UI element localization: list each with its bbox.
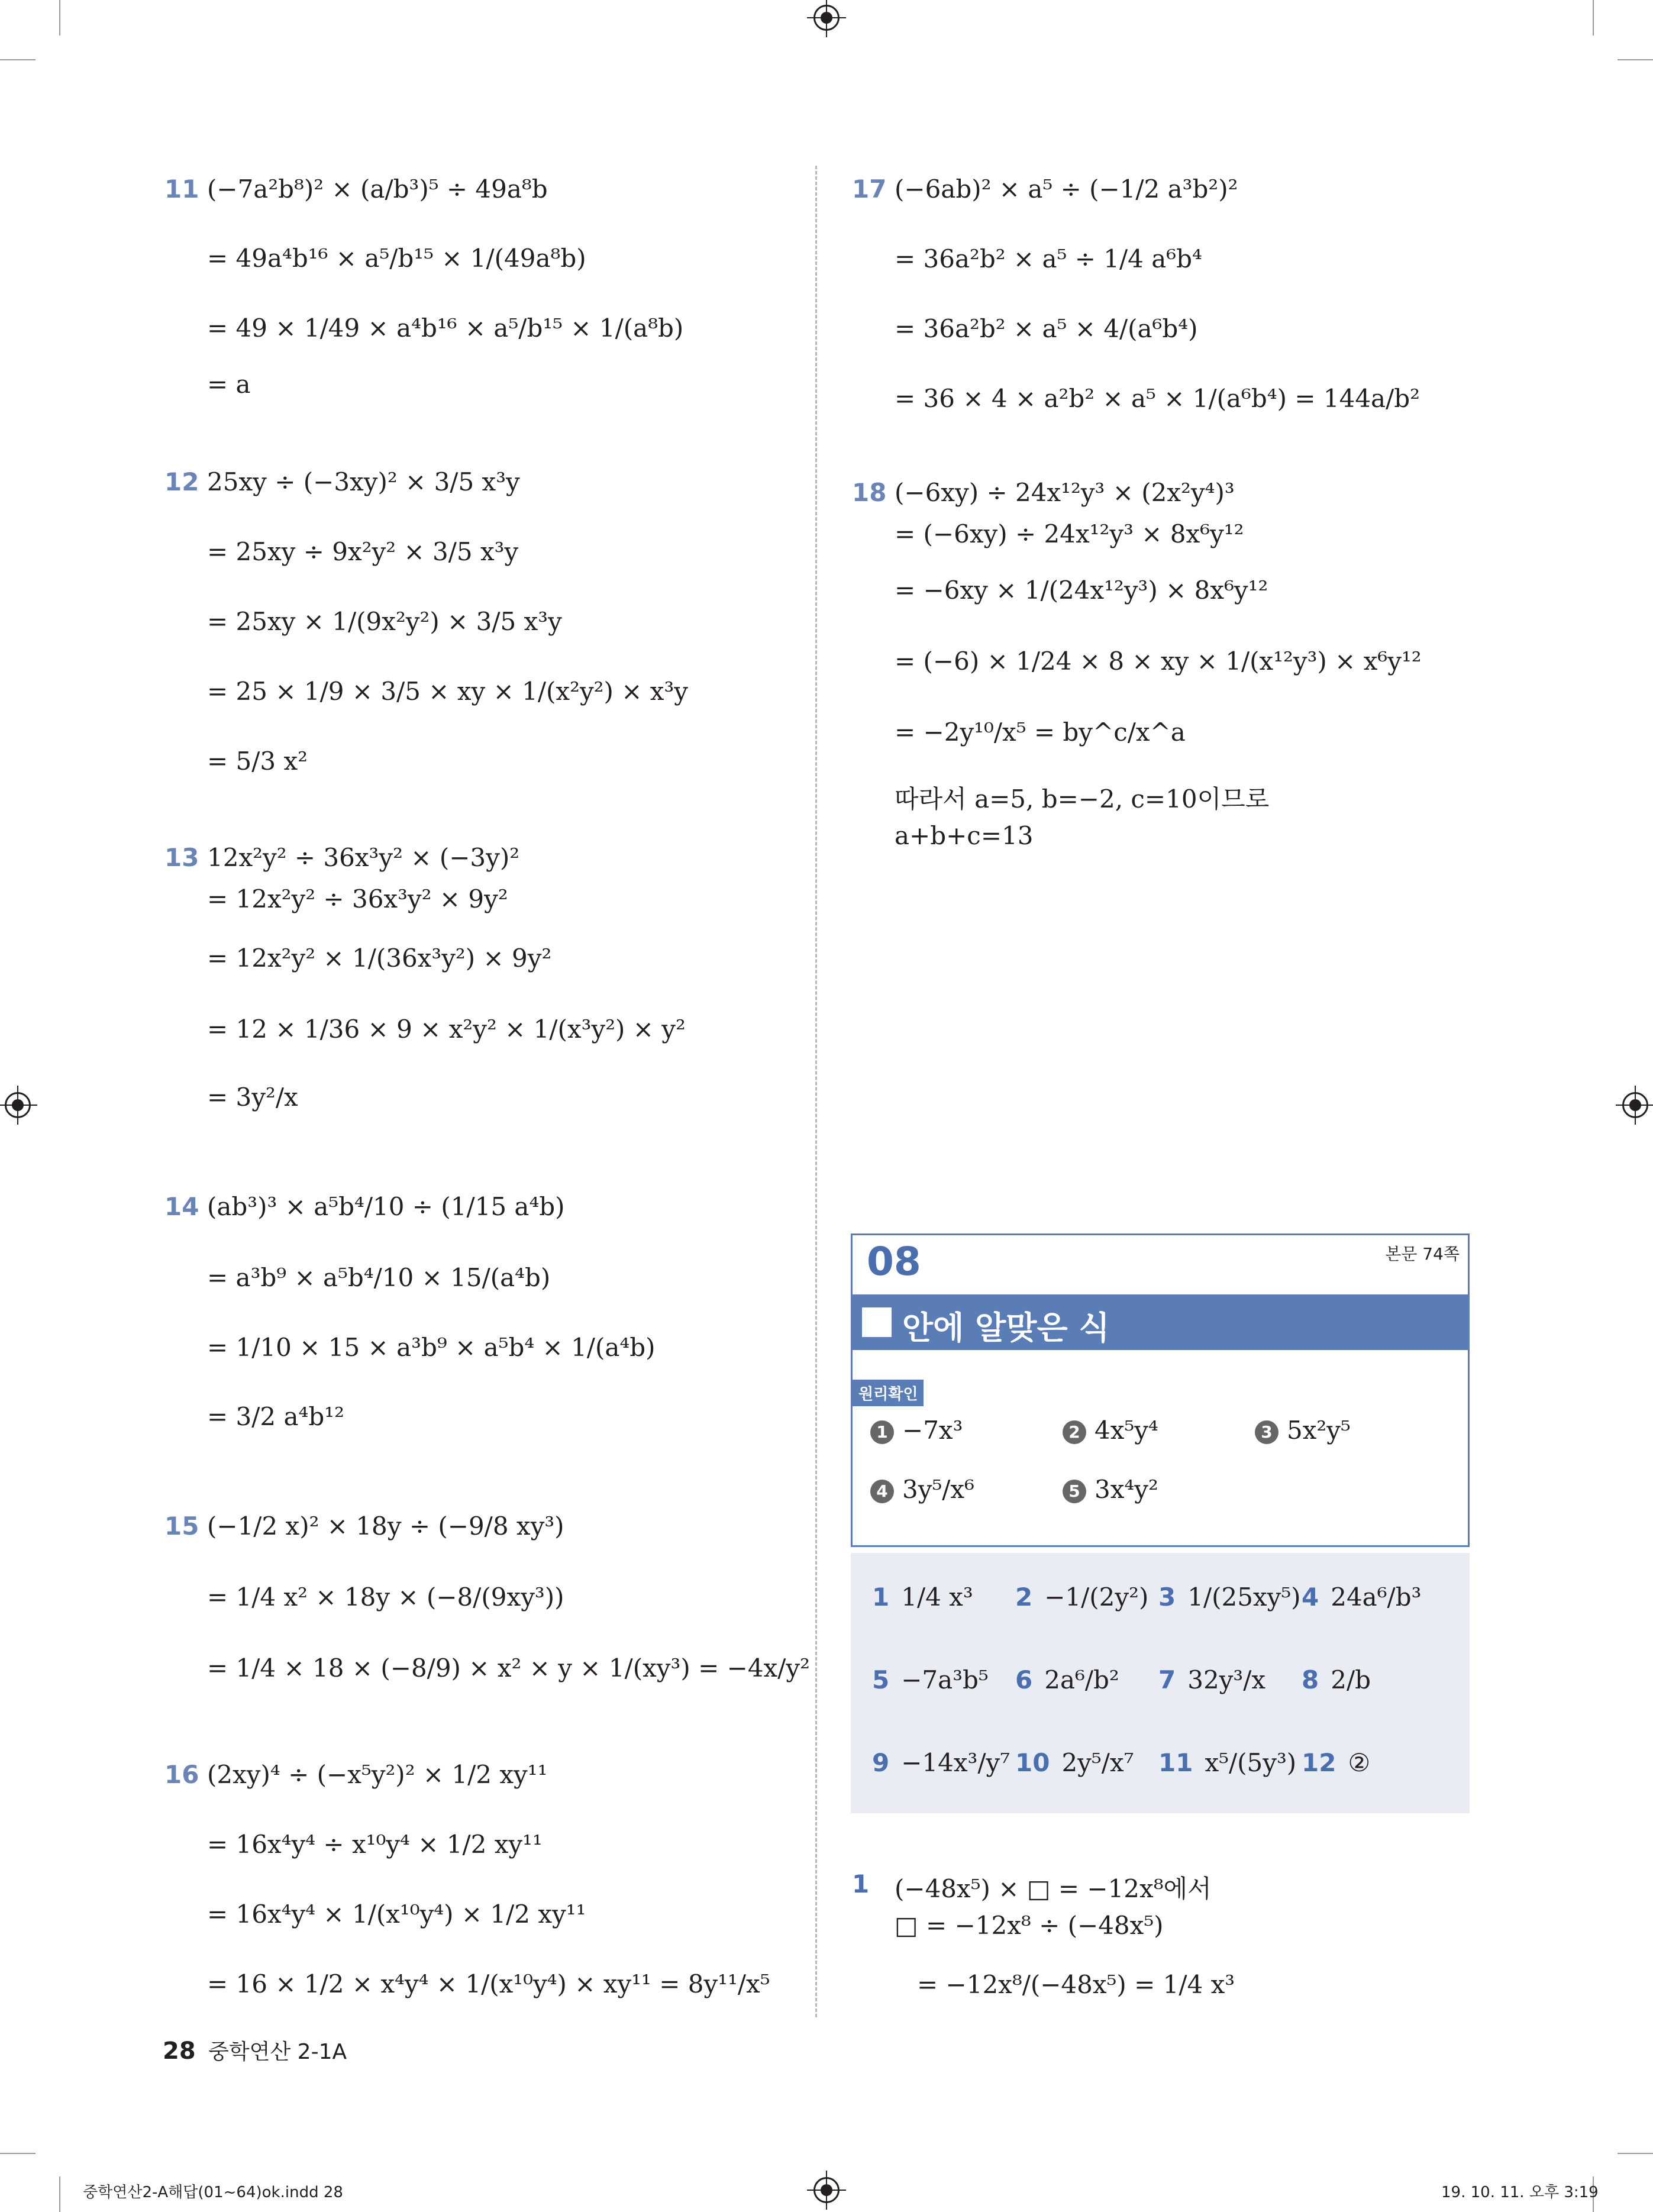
answer-item — [1158, 1583, 1301, 1612]
answer-number: 1 — [872, 1583, 890, 1612]
answer-expr: 2/b — [1331, 1665, 1371, 1694]
principle-item — [870, 1475, 974, 1504]
answer-item — [872, 1748, 1010, 1777]
equation-line: = −2y¹⁰/x⁵ = by^c/x^a — [895, 718, 1186, 747]
equation-line: = 16 × 1/2 × x⁴y⁴ × 1/(x¹⁰y⁴) × xy¹¹ = 8y¹¹/x⁵ — [207, 1969, 770, 1998]
equation-line: (ab³)³ × a⁵b⁴/10 ÷ (1/15 a⁴b) — [207, 1192, 565, 1221]
equation-line: = (−6) × 1/24 × 8 × xy × 1/(x¹²y³) × x⁶y¹² — [895, 647, 1422, 676]
equation-line: = 16x⁴y⁴ ÷ x¹⁰y⁴ × 1/2 xy¹¹ — [207, 1830, 543, 1859]
answer-expr: 24a⁶/b³ — [1331, 1583, 1422, 1612]
book-title: 중학연산 2-1A — [208, 2040, 347, 2064]
registration-mark-icon — [813, 2177, 840, 2203]
equation-line: (2xy)⁴ ÷ (−x⁵y²)² × 1/2 xy¹¹ — [207, 1760, 548, 1789]
answer-expr: 1/4 x³ — [901, 1583, 973, 1612]
equation-line: = −12x⁸/(−48x⁵) = 1/4 x³ — [917, 1970, 1235, 1999]
problem-number: 11 — [164, 175, 199, 204]
answer-item — [1158, 1665, 1265, 1694]
principle-expr: 3y⁵/x⁶ — [902, 1475, 974, 1504]
blank-box-icon — [862, 1307, 892, 1337]
page-reference: 본문 74쪽 — [1385, 1244, 1460, 1264]
problem-number: 15 — [164, 1512, 199, 1541]
principle-item — [1255, 1416, 1351, 1445]
page-footer — [163, 2035, 347, 2065]
answer-expr: 1/(25xy⁵) — [1187, 1583, 1301, 1612]
equation-line: = 36a²b² × a⁵ ÷ 1/4 a⁶b⁴ — [895, 244, 1202, 273]
circled-number-icon: 1 — [870, 1420, 894, 1444]
principle-item — [1063, 1416, 1158, 1445]
section-title: 안에 알맞은 식 — [902, 1309, 1110, 1346]
circled-number-icon: 3 — [1255, 1420, 1279, 1444]
equation-line: (−48x⁵) × □ = −12x⁸에서 — [895, 1874, 1212, 1903]
answer-number: 11 — [1158, 1748, 1193, 1777]
answer-expr: −14x³/y⁷ — [901, 1748, 1010, 1777]
crop-mark — [0, 59, 35, 60]
principle-expr: −7x³ — [902, 1416, 963, 1445]
principle-expr: 3x⁴y² — [1095, 1475, 1158, 1504]
answer-number: 5 — [872, 1665, 890, 1694]
registration-mark-icon — [5, 1092, 31, 1118]
equation-line: = 25 × 1/9 × 3/5 × xy × 1/(x²y²) × x³y — [207, 677, 689, 706]
answer-expr: 2y⁵/x⁷ — [1061, 1748, 1134, 1777]
problem-number: 16 — [164, 1760, 199, 1789]
crop-mark — [1593, 0, 1594, 35]
equation-line: = 25xy ÷ 9x²y² × 3/5 x³y — [207, 537, 519, 566]
crop-mark — [1618, 2153, 1653, 2154]
print-slug-left: 중학연산2-A해답(01~64)ok.indd 28 — [83, 2184, 343, 2201]
registration-mark-icon — [1622, 1092, 1648, 1118]
equation-line: 따라서 a=5, b=−2, c=10이므로 — [895, 784, 1270, 813]
registration-mark-icon — [813, 5, 840, 31]
answer-item — [1015, 1583, 1148, 1612]
section-08-box — [851, 1233, 1470, 1547]
page-number: 28 — [163, 2037, 196, 2065]
answer-item — [872, 1583, 973, 1612]
equation-line: = 1/4 x² × 18y × (−8/(9xy³)) — [207, 1583, 564, 1612]
equation-line: = 25xy × 1/(9x²y²) × 3/5 x³y — [207, 607, 562, 636]
answer-number: 9 — [872, 1748, 890, 1777]
print-slug-right: 19. 10. 11. 오후 3:19 — [1441, 2184, 1599, 2201]
answer-expr: 2a⁶/b² — [1044, 1665, 1119, 1694]
answer-item — [1302, 1748, 1370, 1777]
column-divider — [815, 166, 817, 2017]
equation-line: (−6xy) ÷ 24x¹²y³ × (2x²y⁴)³ — [895, 478, 1235, 507]
answer-number: 4 — [1302, 1583, 1319, 1612]
equation-line: 25xy ÷ (−3xy)² × 3/5 x³y — [207, 467, 520, 496]
answer-expr: −1/(2y²) — [1044, 1583, 1149, 1612]
section-title-band — [853, 1294, 1468, 1350]
crop-mark — [1618, 59, 1653, 60]
equation-line: = 49 × 1/49 × a⁴b¹⁶ × a⁵/b¹⁵ × 1/(a⁸b) — [207, 314, 684, 343]
equation-line: = 3/2 a⁴b¹² — [207, 1402, 344, 1431]
answer-expr: ② — [1348, 1748, 1371, 1777]
equation-line: = 49a⁴b¹⁶ × a⁵/b¹⁵ × 1/(49a⁸b) — [207, 244, 586, 273]
answer-expr: −7a³b⁵ — [901, 1665, 989, 1694]
principle-expr: 4x⁵y⁴ — [1095, 1416, 1158, 1445]
answer-number: 7 — [1158, 1665, 1176, 1694]
crop-mark — [0, 2153, 35, 2154]
equation-line: 12x²y² ÷ 36x³y² × (−3y)² — [207, 843, 520, 872]
equation-line: (−7a²b⁸)² × (a/b³)⁵ ÷ 49a⁸b — [207, 175, 548, 204]
answer-item — [872, 1665, 989, 1694]
equation-line: = 1/4 × 18 × (−8/9) × x² × y × 1/(xy³) = −4x/y² — [207, 1654, 810, 1683]
equation-line: = (−6xy) ÷ 24x¹²y³ × 8x⁶y¹² — [895, 519, 1244, 548]
crop-mark — [59, 2177, 60, 2212]
answer-item — [1302, 1665, 1371, 1694]
equation-line: = 12x²y² × 1/(36x³y²) × 9y² — [207, 944, 552, 973]
answer-number: 6 — [1015, 1665, 1033, 1694]
problem-number: 14 — [164, 1192, 199, 1221]
answer-number: 3 — [1158, 1583, 1176, 1612]
answer-number: 10 — [1015, 1748, 1050, 1777]
equation-line: = 12 × 1/36 × 9 × x²y² × 1/(x³y²) × y² — [207, 1015, 686, 1044]
equation-line: = 12x²y² ÷ 36x³y² × 9y² — [207, 884, 508, 913]
problem-number: 13 — [164, 843, 199, 872]
equation-line: = 36 × 4 × a²b² × a⁵ × 1/(a⁶b⁴) = 144a/b² — [895, 384, 1420, 413]
problem-number: 18 — [852, 478, 887, 507]
circled-number-icon: 4 — [870, 1480, 894, 1503]
answer-expr: x⁵/(5y³) — [1205, 1748, 1297, 1777]
principle-item — [1063, 1475, 1158, 1504]
answer-expr: 32y³/x — [1187, 1665, 1266, 1694]
equation-line: = 3y²/x — [207, 1083, 298, 1112]
equation-line: = 5/3 x² — [207, 747, 308, 776]
answer-item — [1158, 1748, 1296, 1777]
answer-number: 8 — [1302, 1665, 1319, 1694]
equation-line: = a — [207, 370, 251, 399]
answer-item — [1015, 1665, 1119, 1694]
equation-line: (−6ab)² × a⁵ ÷ (−1/2 a³b²)² — [895, 175, 1238, 204]
crop-mark — [59, 0, 60, 35]
equation-line: = −6xy × 1/(24x¹²y³) × 8x⁶y¹² — [895, 576, 1268, 605]
equation-line: = a³b⁹ × a⁵b⁴/10 × 15/(a⁴b) — [207, 1263, 551, 1292]
answer-item — [1015, 1748, 1134, 1777]
principle-tag: 원리확인 — [853, 1380, 924, 1406]
answer-grid — [851, 1553, 1470, 1813]
circled-number-icon: 2 — [1063, 1420, 1086, 1444]
problem-number: 17 — [852, 175, 887, 204]
principle-expr: 5x²y⁵ — [1287, 1416, 1351, 1445]
equation-line: = 1/10 × 15 × a³b⁹ × a⁵b⁴ × 1/(a⁴b) — [207, 1333, 656, 1362]
equation-line: = 36a²b² × a⁵ × 4/(a⁶b⁴) — [895, 314, 1198, 343]
section-number: 08 — [867, 1239, 921, 1284]
equation-line: a+b+c=13 — [895, 821, 1034, 850]
problem-number: 12 — [164, 467, 199, 496]
circled-number-icon: 5 — [1063, 1480, 1086, 1503]
equation-line: (−1/2 x)² × 18y ÷ (−9/8 xy³) — [207, 1512, 564, 1541]
principle-item — [870, 1416, 963, 1445]
answer-item — [1302, 1583, 1421, 1612]
problem-number: 1 — [852, 1869, 870, 1898]
equation-line: □ = −12x⁸ ÷ (−48x⁵) — [895, 1911, 1164, 1940]
equation-line: = 16x⁴y⁴ × 1/(x¹⁰y⁴) × 1/2 xy¹¹ — [207, 1900, 586, 1929]
answer-number: 2 — [1015, 1583, 1033, 1612]
answer-number: 12 — [1302, 1748, 1336, 1777]
